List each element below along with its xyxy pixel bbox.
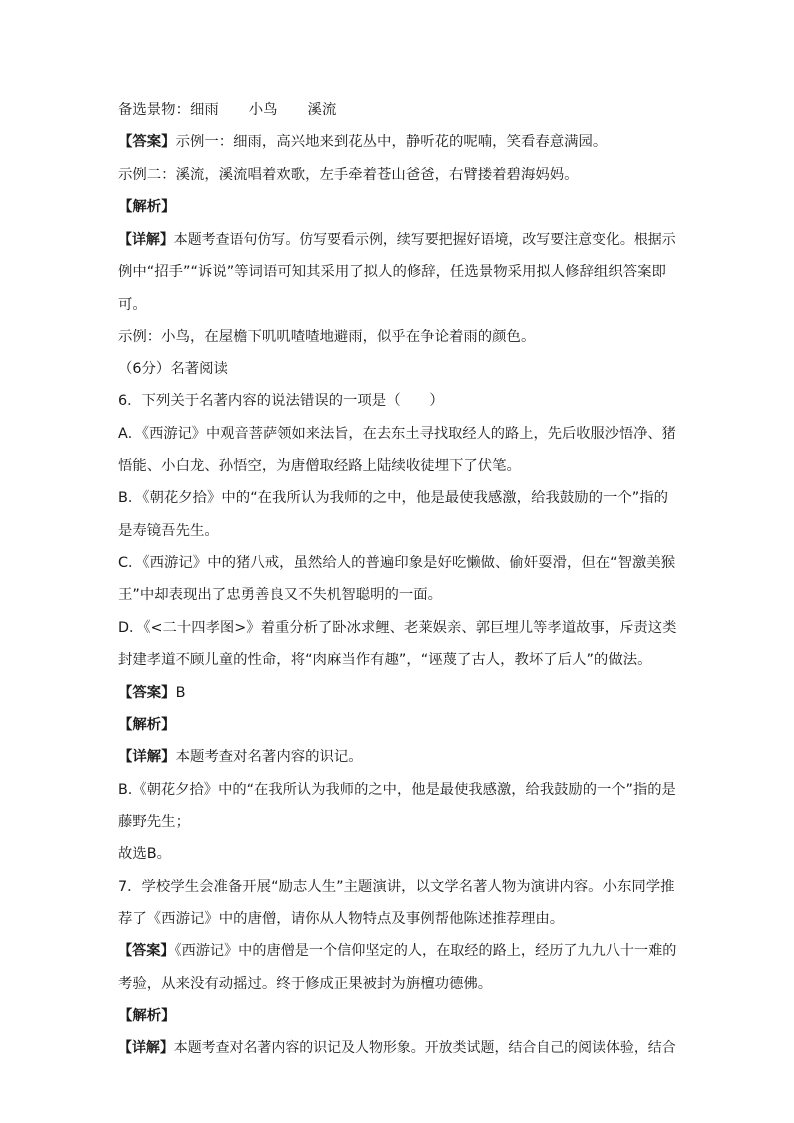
detail-line-q5-1 — [118, 230, 676, 250]
answer-text: 示例一：细雨，高兴地来到花丛中，静听花的呢喃，笑看春意满园。 — [175, 134, 608, 150]
option-a-line-1: A．《西游记》中观音菩萨领如来法旨，在去东土寻找取经人的路上，先后收服沙悟净、猪 — [118, 426, 676, 442]
detail-line-q7 — [118, 1038, 676, 1058]
detail-text: 本题考查对名著内容的识记。 — [175, 749, 363, 765]
option-b-line-2: 是寿镜吾先生。 — [118, 523, 219, 539]
scenery-option-bird: 小鸟 — [248, 102, 278, 118]
explanation-line-1: B.《朝花夕拾》中的“在我所认为我师的之中，他是最使我感激，给我鼓励的一个”指的是 — [118, 782, 676, 798]
answer-label: 【答案】 — [118, 134, 176, 150]
option-c-line-2: 王”中却表现出了忠勇善良又不失机智聪明的一面。 — [118, 587, 443, 603]
analysis-heading-q5: 【解析】 — [118, 199, 176, 215]
option-b-line-1: B．《朝花夕拾》中的“在我所认为我师的之中，他是最使我感激，给我鼓励的一个”指的 — [118, 490, 669, 506]
answer-line-q7 — [118, 941, 676, 961]
section-heading-classics: （6分）名著阅读 — [118, 361, 228, 377]
scenery-options-line — [118, 100, 336, 120]
option-a-line-2: 悟能、小白龙、孙悟空，为唐僧取经路上陆续收徒埋下了伏笔。 — [118, 458, 521, 474]
scenery-option-stream: 溪流 — [307, 102, 337, 118]
question-6-stem: 6．下列关于名著内容的说法错误的一项是（ ） — [118, 393, 444, 409]
scenery-options-prefix: 备选景物：细雨 — [118, 102, 219, 118]
analysis-heading-q7: 【解析】 — [118, 1008, 176, 1024]
detail-label: 【详解】 — [118, 232, 174, 248]
example-two-line: 示例二：溪流，溪流唱着欢歌，左手牵着苍山爸爸，右臂搂着碧海妈妈。 — [118, 167, 579, 183]
question-7-line-2: 荐了《西游记》中的唐僧，请你从人物特点及事例帮他陈述推荐理由。 — [118, 911, 565, 927]
answer-text: B — [175, 685, 186, 701]
detail-text: 本题考查对名著内容的识记及人物形象。开放类试题，结合自己的阅读体验，结合 — [173, 1040, 676, 1056]
detail-line-q5-3: 可。 — [118, 297, 147, 313]
detail-label: 【详解】 — [118, 749, 176, 765]
answer-label: 【答案】 — [118, 685, 176, 701]
answer-line-q6 — [118, 683, 185, 703]
analysis-heading-q6: 【解析】 — [118, 717, 176, 733]
explanation-line-2: 藤野先生； — [118, 814, 190, 830]
answer-label: 【答案】 — [118, 943, 175, 959]
option-d-line-1: D．《<二十四孝图>》着重分析了卧冰求鲤、老莱娱亲、郭巨埋儿等孝道故事，斥责这类 — [118, 620, 677, 636]
conclusion-line: 故选B。 — [118, 846, 172, 862]
example-line: 示例：小鸟，在屋檐下叽叽喳喳地避雨，似乎在争论着雨的颜色。 — [118, 329, 536, 345]
answer-text: 《西游记》中的唐僧是一个信仰坚定的人，在取经的路上，经历了九九八十一难的 — [174, 943, 677, 959]
detail-text: 本题考查语句仿写。仿写要看示例，续写要把握好语境，改写要注意变化。根据示 — [173, 232, 676, 248]
answer-line-q7-2: 考验，从来没有动摇过。终于修成正果被封为旃檀功德佛。 — [118, 976, 493, 992]
option-d-line-2: 封建孝道不顾儿童的性命，将“肉麻当作有趣”，“诬蔑了古人，教坏了后人”的做法。 — [118, 652, 652, 668]
option-c-line-1: C．《西游记》中的猪八戒，虽然给人的普遍印象是好吃懒做、偷奸耍滑，但在“智激美猴 — [118, 555, 676, 571]
answer-line-q5 — [118, 132, 607, 152]
detail-label: 【详解】 — [118, 1040, 174, 1056]
detail-line-q6 — [118, 747, 363, 767]
detail-line-q5-2: 例中“招手”“诉说”等词语可知其采用了拟人的修辞，任选景物采用拟人修辞组织答案即 — [118, 264, 666, 280]
question-7-line-1: 7．学校学生会准备开展“励志人生”主题演讲，以文学名著人物为演讲内容。小东同学推 — [118, 879, 675, 895]
